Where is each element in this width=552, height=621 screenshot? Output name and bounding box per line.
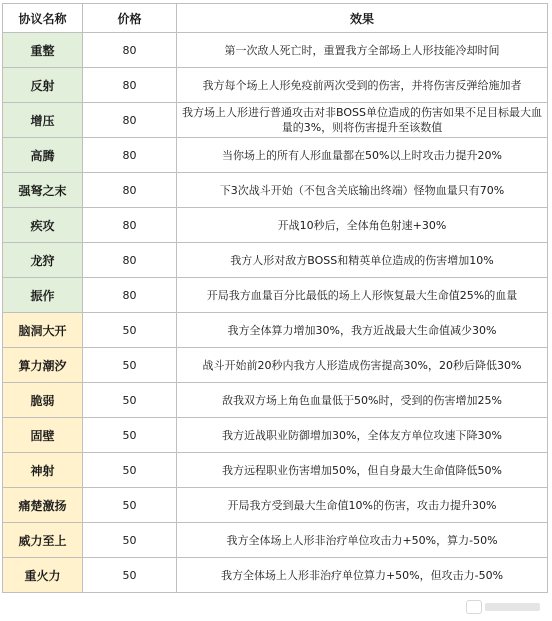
protocol-name-cell: 龙狩 [3,243,83,278]
table-row [3,383,548,418]
protocol-name-cell: 反射 [3,68,83,103]
protocol-name-cell: 重火力 [3,558,83,593]
effect-cell: 我方全体场上人形非治疗单位攻击力+50%，算力-50% [177,523,548,558]
price-cell: 80 [83,278,177,313]
watermark-logo [466,599,544,615]
table-row [3,33,548,68]
price-cell: 50 [83,348,177,383]
protocol-name-cell: 强弩之末 [3,173,83,208]
protocol-name-cell: 疾攻 [3,208,83,243]
effect-cell: 下3次战斗开始（不包含关底输出终端）怪物血量只有70% [177,173,548,208]
protocol-name-cell: 痛楚激扬 [3,488,83,523]
price-cell: 50 [83,558,177,593]
effect-cell: 当你场上的所有人形血量都在50%以上时攻击力提升20% [177,138,548,173]
watermark-mark [485,603,540,611]
protocol-name-cell: 神射 [3,453,83,488]
effect-cell: 我方全体算力增加30%，我方近战最大生命值减少30% [177,313,548,348]
table-body [3,33,548,593]
table-row [3,523,548,558]
protocol-name-cell: 增压 [3,103,83,138]
price-cell: 80 [83,68,177,103]
price-cell: 50 [83,453,177,488]
table-header-row [3,4,548,33]
table-row [3,103,548,138]
table-row [3,453,548,488]
protocol-name-cell: 高腾 [3,138,83,173]
table-row [3,348,548,383]
table-row [3,278,548,313]
price-cell: 50 [83,383,177,418]
protocol-name-cell: 威力至上 [3,523,83,558]
effect-cell: 敌我双方场上角色血量低于50%时，受到的伤害增加25% [177,383,548,418]
effect-cell: 第一次敌人死亡时，重置我方全部场上人形技能冷却时间 [177,33,548,68]
protocol-table [2,3,548,593]
effect-cell: 开战10秒后，全体角色射速+30% [177,208,548,243]
price-cell: 80 [83,103,177,138]
table-row [3,313,548,348]
protocol-name-cell: 固壁 [3,418,83,453]
effect-cell: 我方全体场上人形非治疗单位算力+50%，但攻击力-50% [177,558,548,593]
table-row [3,418,548,453]
table-row [3,558,548,593]
protocol-name-cell: 脆弱 [3,383,83,418]
price-cell: 80 [83,173,177,208]
price-cell: 80 [83,243,177,278]
effect-cell: 开局我方受到最大生命值10%的伤害，攻击力提升30% [177,488,548,523]
price-cell: 50 [83,523,177,558]
effect-cell: 开局我方血量百分比最低的场上人形恢复最大生命值25%的血量 [177,278,548,313]
effect-cell: 战斗开始前20秒内我方人形造成伤害提高30%，20秒后降低30% [177,348,548,383]
price-cell: 50 [83,418,177,453]
table-row [3,173,548,208]
price-cell: 80 [83,33,177,68]
price-cell: 80 [83,138,177,173]
table-row [3,138,548,173]
header-effect: 效果 [177,4,548,33]
header-name: 协议名称 [3,4,83,33]
table-row [3,243,548,278]
price-cell: 80 [83,208,177,243]
protocol-name-cell: 振作 [3,278,83,313]
table-row [3,208,548,243]
effect-cell: 我方每个场上人形免疫前两次受到的伤害，并将伤害反弹给施加者 [177,68,548,103]
protocol-name-cell: 重整 [3,33,83,68]
effect-cell: 我方场上人形进行普通攻击对非BOSS单位造成的伤害如果不足目标最大血量的3%，则将伤害提升至该数值 [177,103,548,138]
effect-cell: 我方人形对敌方BOSS和精英单位造成的伤害增加10% [177,243,548,278]
effect-cell: 我方近战职业防御增加30%，全体友方单位攻速下降30% [177,418,548,453]
price-cell: 50 [83,313,177,348]
effect-cell: 我方远程职业伤害增加50%，但自身最大生命值降低50% [177,453,548,488]
header-price: 价格 [83,4,177,33]
table-row [3,68,548,103]
watermark-icon [466,600,482,614]
protocol-name-cell: 脑洞大开 [3,313,83,348]
price-cell: 50 [83,488,177,523]
table-row [3,488,548,523]
protocol-name-cell: 算力潮汐 [3,348,83,383]
